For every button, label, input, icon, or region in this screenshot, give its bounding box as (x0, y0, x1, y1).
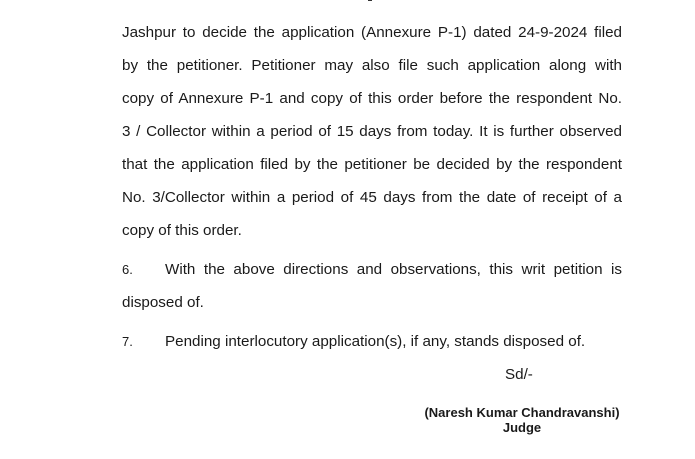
paragraph-6-line (122, 253, 622, 286)
paragraph-6-text: With the above directions and observations, this writ petition is (165, 261, 622, 278)
order-body (122, 16, 622, 358)
paragraph-6-number: 6. (122, 262, 133, 277)
paragraph-6 (122, 253, 622, 319)
paragraph-5 (122, 16, 622, 247)
paragraph-7-text: Pending interlocutory application(s), if any, stands disposed of. (165, 333, 586, 350)
paragraph-5-line: 3 / Collector within a period of 15 days from today. It is further observed (122, 123, 622, 140)
paragraph-7-number: 7. (122, 334, 133, 349)
paragraph-6-line: disposed of. (122, 294, 204, 311)
paragraph-5-line: by the petitioner. Petitioner may also file such application along with (122, 57, 622, 74)
page-top-mark (368, 0, 372, 1)
judge-name: (Naresh Kumar Chandravanshi) (424, 405, 620, 420)
paragraph-5-line: Jashpur to decide the application (Annexure P-1) dated 24-9-2024 filed (122, 24, 622, 41)
paragraph-5-line: that the application filed by the petitioner be decided by the respondent (122, 156, 622, 173)
paragraph-5-line: copy of Annexure P-1 and copy of this order before the respondent No. (122, 90, 622, 107)
signature-block (420, 405, 624, 435)
signature-sd: Sd/- (505, 366, 533, 383)
paragraph-5-line: No. 3/Collector within a period of 45 days from the date of receipt of a (122, 189, 622, 206)
judge-title: Judge (502, 420, 542, 435)
paragraph-7-line (122, 325, 622, 358)
paragraph-7 (122, 325, 622, 358)
paragraph-5-line: copy of this order. (122, 222, 242, 239)
